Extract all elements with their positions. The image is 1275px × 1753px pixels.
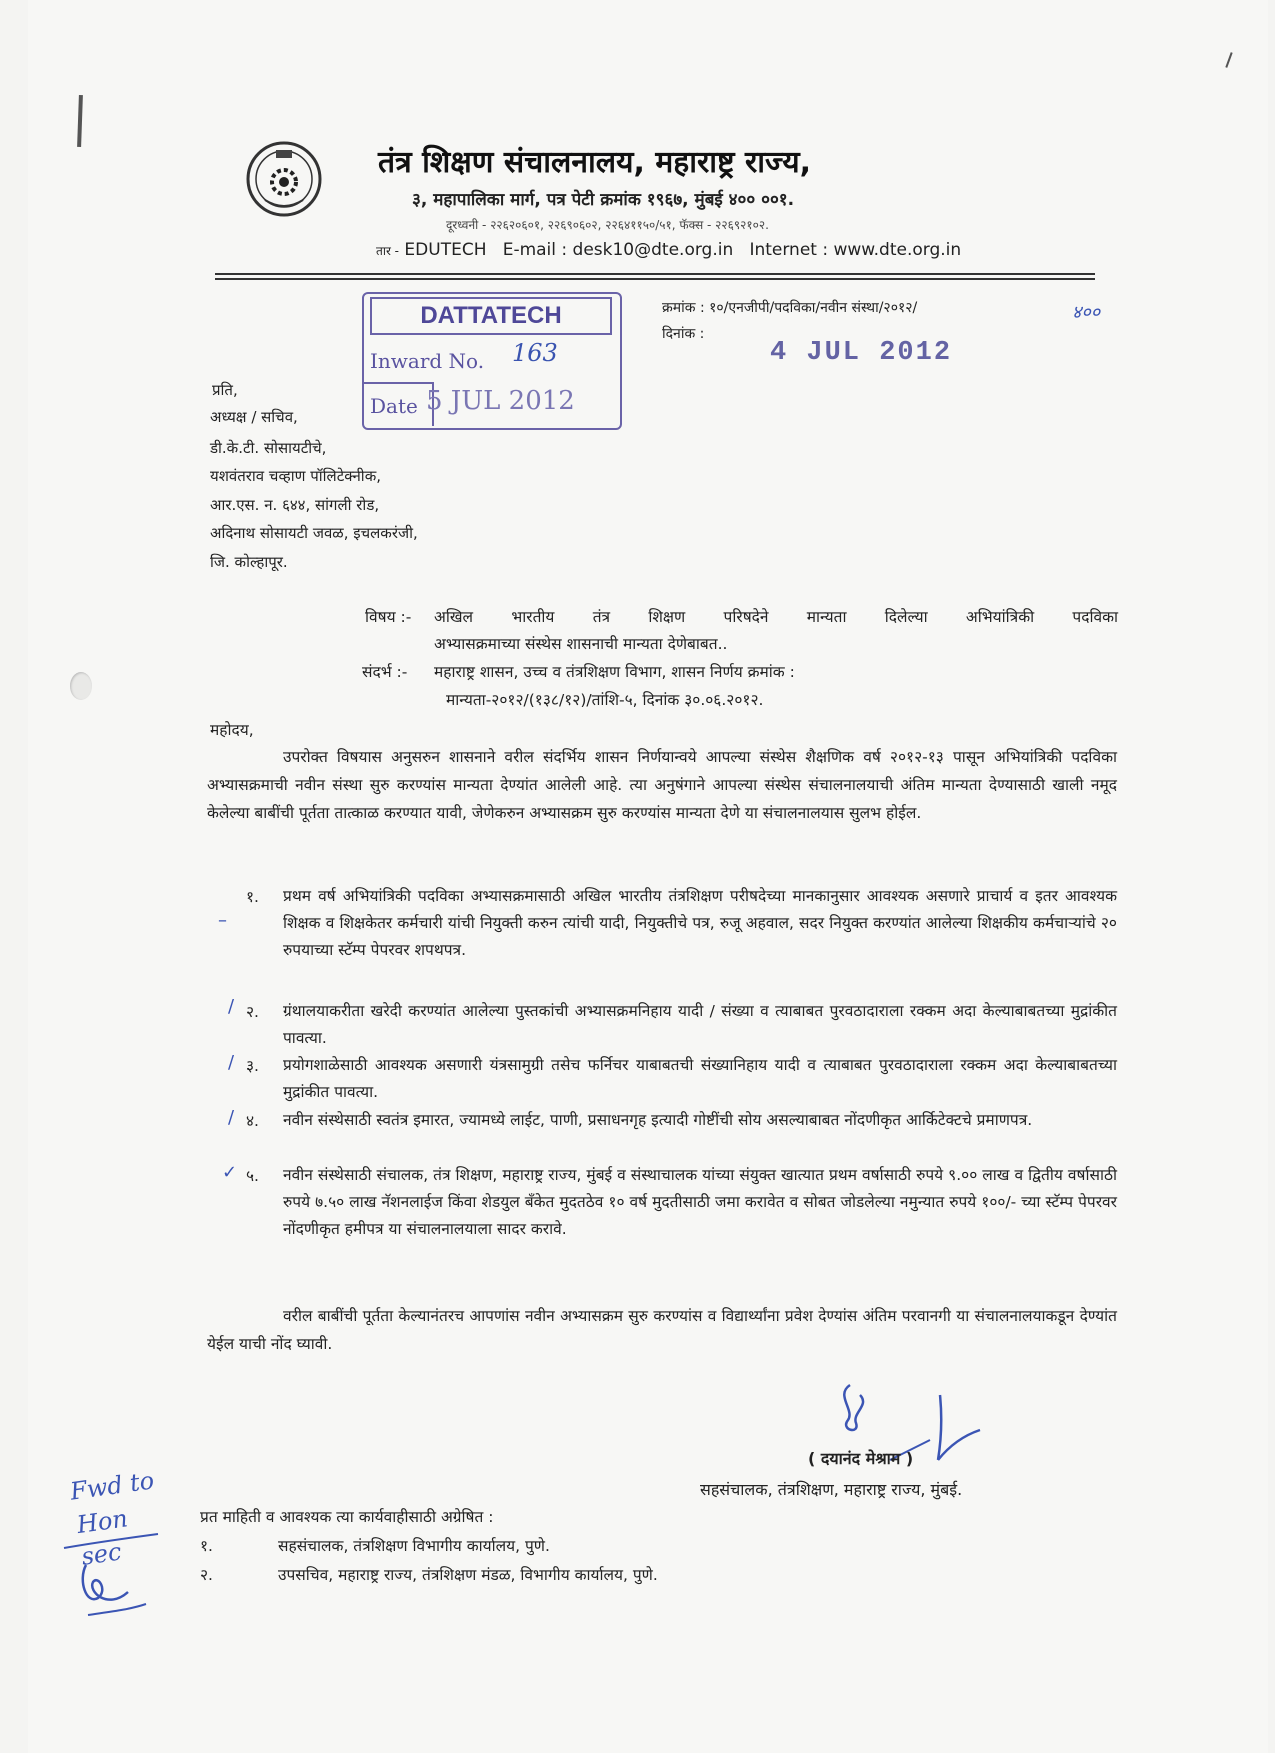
item-number: १. bbox=[246, 888, 259, 906]
copy-to-item: सहसंचालक, तंत्रशिक्षण विभागीय कार्यालय, पुणे. bbox=[278, 1537, 550, 1555]
closing-paragraph: वरील बाबींची पूर्तता केल्यानंतरच आपणांस नवीन अभ्यासक्रम सुरु करण्यांस व विद्यार्थ्यांना प्रवेश देण्यांस अंतिम परवानगी या संचालनालयाकडून देण्यांत येईल याची नोंद घ्यावी. bbox=[207, 1307, 1117, 1353]
stamp-inward-number: 163 bbox=[512, 339, 558, 367]
header-rule bbox=[215, 273, 1095, 275]
addressee-line: यशवंतराव चव्हाण पॉलिटेक्नीक, bbox=[210, 467, 381, 485]
pen-mark: – bbox=[218, 910, 227, 931]
handwritten-note-line: Hon sec bbox=[75, 1504, 130, 1571]
addressee-line: आर.एस. न. ६४४, सांगली रोड, bbox=[210, 496, 380, 514]
office-phones: दूरध्वनी - २२६२०६०१, २२६९०६०२, २२६४११५०/५१, फॅक्स - २२६९२१०२. bbox=[446, 218, 769, 232]
reference-label: संदर्भ :- bbox=[362, 663, 408, 681]
addressee-line: अध्यक्ष / सचिव, bbox=[210, 408, 298, 426]
item-text: नवीन संस्थेसाठी संचालक, तंत्र शिक्षण, महाराष्ट्र राज्य, मुंबई व संस्थाचालक यांच्या संयुक्त खात्यात प्रथम वर्षासाठी रुपये ९.०० लाख व द्वितीय वर्षासाठी रुपये ७.५० लाख नॅशनलाईज किंवा शेडयुल बँकेत मुदतठेव १० वर्ष मुदतीसाठी जमा करावेत व सोबत जोडलेल्या नमुन्यात रुपये १००/- च्या स्टॅम्प पेपरवर नोंदणीकृत हमीपत्र या संचालनालयाला सादर करावे. bbox=[283, 1166, 1117, 1238]
stamp-divider bbox=[364, 382, 432, 384]
internet-text: Internet : www.dte.org.in bbox=[749, 240, 962, 260]
addressee-line: अदिनाथ सोसायटी जवळ, इचलकरंजी, bbox=[210, 524, 418, 542]
item-number: २. bbox=[246, 1003, 259, 1021]
government-emblem-icon bbox=[245, 140, 323, 218]
reference-date-stamp: 4 JUL 2012 bbox=[770, 338, 953, 368]
office-contact-line bbox=[376, 240, 961, 260]
stamp-inward-label: Inward No. bbox=[370, 349, 485, 373]
reference-date-label: दिनांक : bbox=[662, 326, 705, 342]
copy-to-number: १. bbox=[200, 1537, 213, 1555]
item-text: नवीन संस्थेसाठी स्वतंत्र इमारत, ज्यामध्ये लाईट, पाणी, प्रसाधनगृह इत्यादी गोष्टींची सोय असल्याबाबत नोंदणीकृत आर्किटेक्टचे प्रमाणपत्र. bbox=[283, 1111, 1033, 1129]
item-text: प्रथम वर्ष अभियांत्रिकी पदविका अभ्यासक्रमासाठी अखिल भारतीय तंत्रशिक्षण परीषदेच्या मानकानुसार आवश्यक असणारे प्राचार्य व इतर आवश्यक शिक्षक व शिक्षकेतर कर्मचारी यांची नियुक्ती करुन त्यांची यादी, नियुक्तीचे पत्र, रुजू अहवाल, सदर नियुक्त करण्यांत आलेल्या शिक्षकीय कर्मचाऱ्यांचे २० रुपयाच्या स्टॅम्प पेपरवर शपथपत्र. bbox=[283, 887, 1117, 959]
addressee-line: डी.के.टी. सोसायटीचे, bbox=[210, 439, 327, 457]
telegram-label: तार - bbox=[376, 244, 400, 258]
item-number: ४. bbox=[246, 1112, 259, 1130]
item-text: ग्रंथालयाकरीता खरेदी करण्यांत आलेल्या पुस्तकांची अभ्यासक्रमनिहाय यादी / संख्या व त्याबाबत पुरवठादाराला रक्कम अदा केल्याबाबतच्या मुद्रांकीत पावत्या. bbox=[283, 1002, 1117, 1047]
copy-to-number: २. bbox=[200, 1566, 213, 1584]
reference-number: क्रमांक : १०/एनजीपी/पदविका/नवीन संस्था/२०१२/ bbox=[662, 300, 918, 316]
copy-to-heading: प्रत माहिती व आवश्यक त्या कार्यवाहीसाठी अग्रेषित : bbox=[200, 1508, 494, 1526]
pen-mark: / bbox=[228, 1107, 235, 1128]
stamp-date-label: Date bbox=[370, 394, 418, 418]
reference-line: महाराष्ट्र शासन, उच्च व तंत्रशिक्षण विभाग, शासन निर्णय क्रमांक : bbox=[434, 663, 795, 681]
item-text: प्रयोगशाळेसाठी आवश्यक असणारी यंत्रसामुग्री तसेच फर्निचर याबाबतची संख्यानिहाय यादी व त्याबाबत पुरवठादाराला रक्कम अदा केल्याबाबतच्या मुद्रांकीत पावत्या. bbox=[283, 1056, 1117, 1101]
item-number: ५. bbox=[246, 1167, 259, 1185]
addressee-to: प्रति, bbox=[212, 381, 238, 399]
punch-hole bbox=[70, 672, 92, 700]
stamp-date-value: 5 JUL 2012 bbox=[426, 386, 575, 416]
pen-mark: / bbox=[228, 996, 235, 1017]
salutation: महोदय, bbox=[210, 721, 254, 739]
office-address: ३, महापालिका मार्ग, पत्र पेटी क्रमांक १९६७, मुंबई ४०० ००१. bbox=[412, 190, 795, 210]
stamp-org: DATTATECH bbox=[370, 297, 612, 335]
header-rule bbox=[215, 278, 1095, 280]
subject-label: विषय :- bbox=[365, 608, 412, 626]
reference-line: मान्यता-२०१२/(१३८/१२)/तांशि-५, दिनांक ३०.०६.२०१२. bbox=[446, 691, 764, 709]
signatory-name: ( दयानंद मेश्राम ) bbox=[808, 1449, 914, 1468]
email-text: E-mail : desk10@dte.org.in bbox=[502, 240, 734, 260]
handwritten-note-line: Fwd to bbox=[68, 1466, 156, 1506]
intro-paragraph: उपरोक्त विषयास अनुसरुन शासनाने वरील संदर्भिय शासन निर्णयान्वये आपल्या संस्थेस शैक्षणिक वर्ष २०१२-१३ पासून अभियांत्रिकी पदविका अभ्यासक्रमाची नवीन संस्था सुरु करण्यांस मान्यता देण्यांत आलेली आहे. त्या अनुषंगाने आपल्या संस्थेस संचालनालयाची अंतिम मान्यता देण्यासाठी खाली नमूद केलेल्या बाबींची पूर्तता तात्काळ करण्यात यावी, जेणेकरुन अभ्यासक्रम सुरु करण्यांस मान्यता देणे या संचालनालयास सुलभ होईल. bbox=[207, 748, 1117, 822]
item-number: ३. bbox=[246, 1057, 259, 1075]
copy-to-item: उपसचिव, महाराष्ट्र राज्य, तंत्रशिक्षण मंडळ, विभागीय कार्यालय, पुणे. bbox=[278, 1566, 658, 1584]
inward-stamp bbox=[362, 292, 622, 430]
signatory-designation: सहसंचालक, तंत्रशिक्षण, महाराष्ट्र राज्य, मुंबई. bbox=[700, 1480, 963, 1499]
office-title: तंत्र शिक्षण संचालनालय, महाराष्ट्र राज्य, bbox=[378, 145, 811, 180]
handwritten-initials bbox=[58, 1520, 168, 1630]
pen-mark: / bbox=[228, 1052, 235, 1073]
subject-line: अखिल भारतीय तंत्र शिक्षण परिषदेने मान्यता दिलेल्या अभियांत्रिकी पदविका bbox=[434, 608, 1118, 626]
subject-line: अभ्यासक्रमाच्या संस्थेस शासनाची मान्यता देणेबाबत.. bbox=[434, 635, 728, 653]
telegram-code: EDUTECH bbox=[404, 240, 487, 260]
letter-page bbox=[28, 0, 1268, 1753]
pen-mark: ✓ bbox=[222, 1162, 238, 1183]
addressee-line: जि. कोल्हापूर. bbox=[210, 553, 288, 571]
reference-handwritten-number: ४०० bbox=[1072, 302, 1101, 323]
